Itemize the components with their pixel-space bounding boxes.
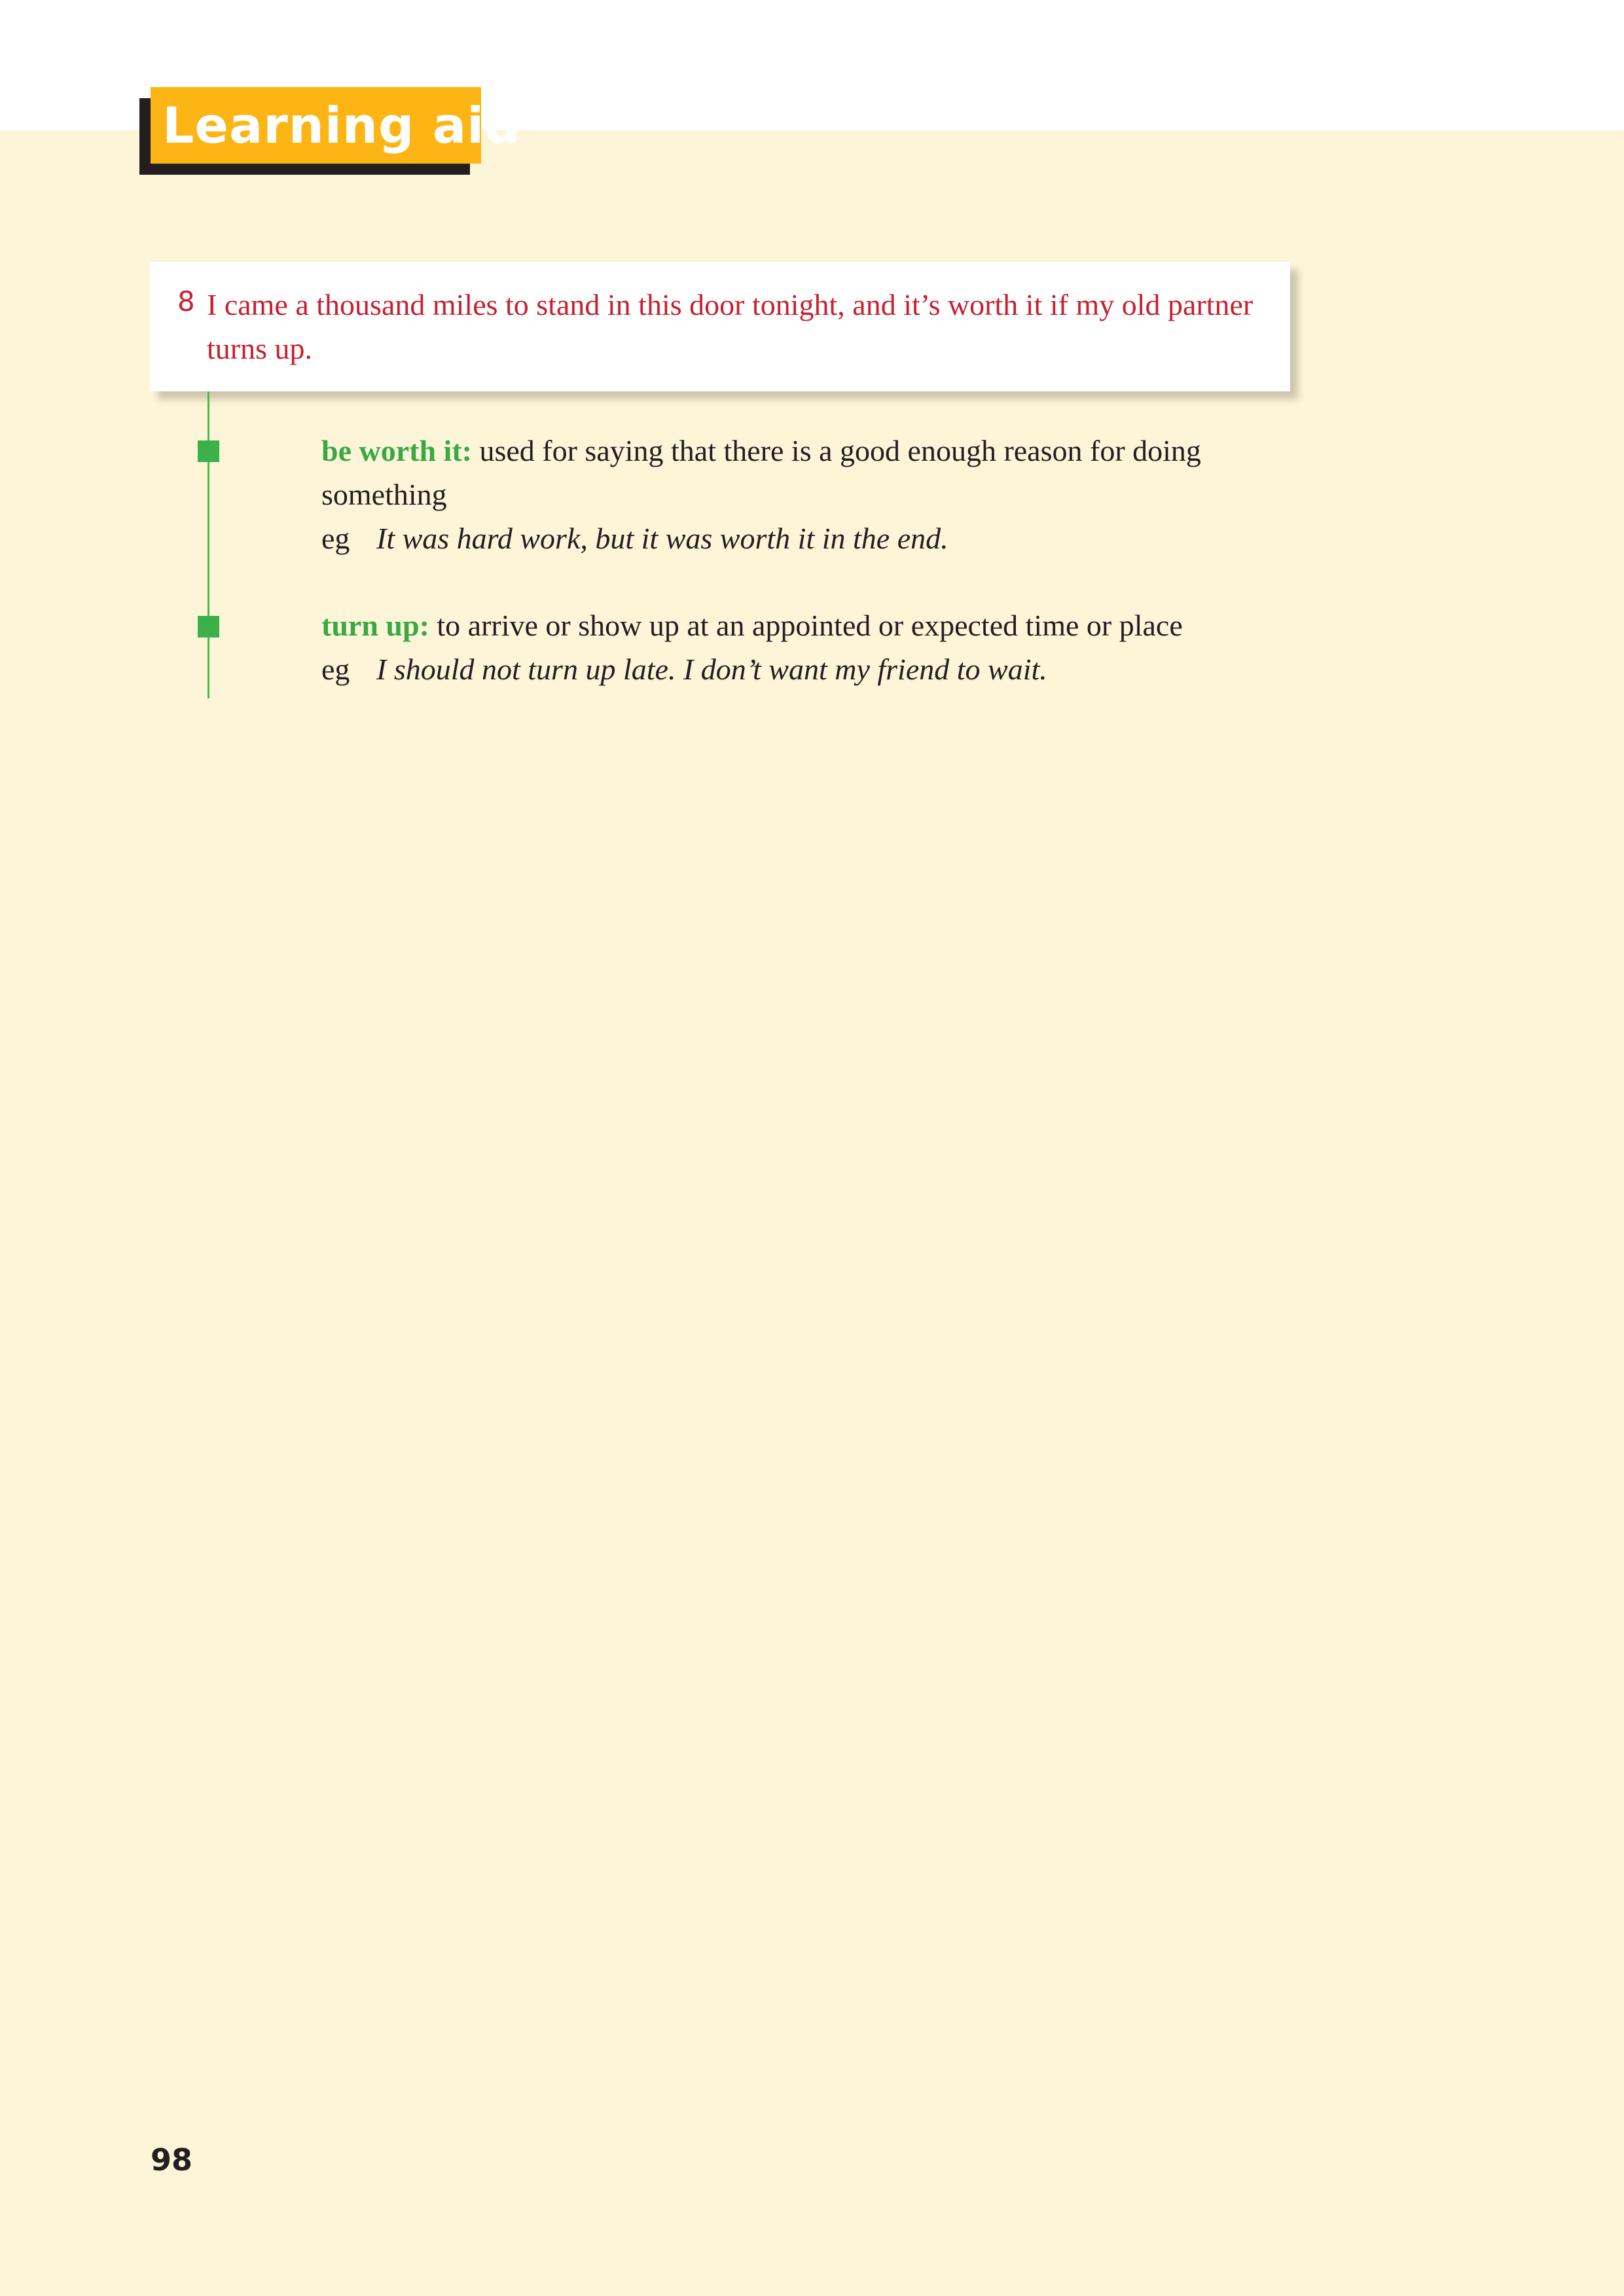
entry-definition: to arrive or show up at an appointed or expected time or place [429,609,1183,642]
eg-label: eg [321,522,350,555]
entry-example: It was hard work, but it was worth it in the end. [376,522,948,555]
entry-marker-icon [198,616,219,637]
eg-label: eg [321,653,350,686]
page-number: 98 [151,2142,193,2178]
vocab-entry [321,603,1251,691]
entry-term: turn up: [321,609,429,642]
timeline-line [208,391,209,698]
vocab-entry [321,429,1251,560]
entry-definition: used for saying that there is a good enough reason for doing something [321,434,1201,511]
entry-term: be worth it: [321,434,472,467]
quote-number: 8 [177,285,195,317]
entry-marker-icon [198,440,219,462]
page-title: Learning aid [162,96,521,154]
quote-box [150,262,1290,391]
quote-text: I came a thousand miles to stand in this door tonight, and it’s worth it if my old partner turns up. [207,288,1254,365]
entry-example: I should not turn up late. I don’t want my friend to wait. [376,653,1047,686]
header-tab [151,87,521,164]
